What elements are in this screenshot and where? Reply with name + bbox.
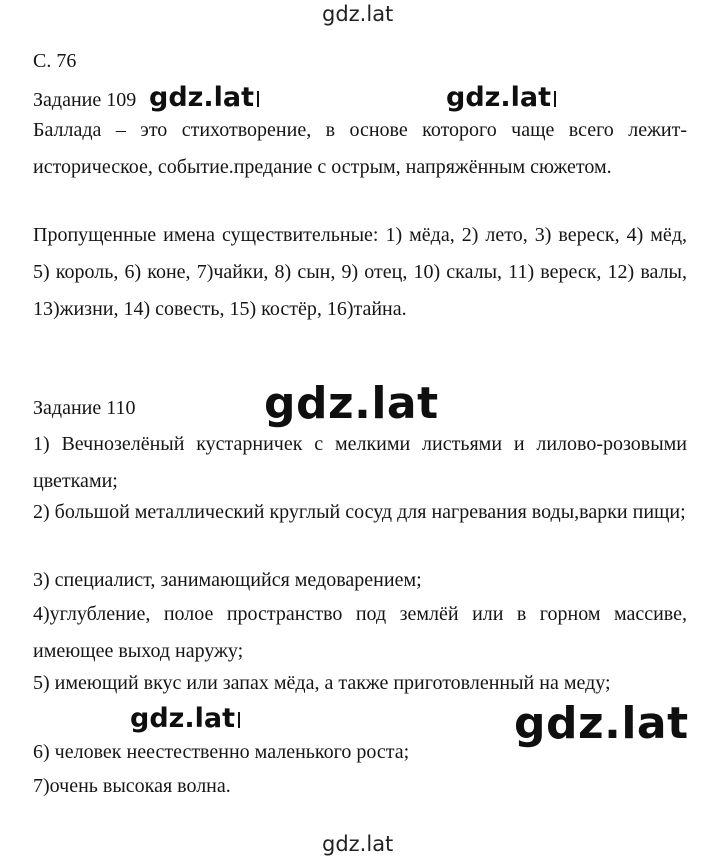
task-110-item-5: 5) имеющий вкус или запах мёда, а также приготовленный на меду; — [33, 672, 611, 694]
task-110-item-1: 1) Вечнозелёный кустарничек с мелкими листьями и лилово-розовыми цветками; — [33, 433, 687, 492]
task-109-heading: Задание 109 — [33, 89, 137, 111]
page-reference: С. 76 — [33, 50, 77, 72]
task-110-item-3: 3) специалист, занимающийся медоварением; — [33, 569, 422, 591]
task-109-answers: Пропущенные имена существительные: 1) мёда, 2) лето, 3) вереск, 4) мёд, 5) король, 6) коне, 7)чайки, 8) сын, 9) отец, 10) скалы, 11) вереск, 12) валы, 13)жизни, 14) совесть, 15) костёр, 16)тайна. — [33, 224, 687, 320]
task-110-heading: Задание 110 — [33, 397, 136, 419]
task-110-item-2: 2) большой металлический круглый сосуд для нагревания воды,варки пищи; — [33, 501, 686, 523]
task-109-definition: Баллада – это стихотворение, в основе которого чаще всего лежит-историческое, событие.предание с острым, напряжённым сюжетом. — [33, 119, 687, 178]
watermark-5: gdz.lat — [514, 698, 689, 749]
task-110-item-7: 7)очень высокая волна. — [33, 775, 231, 797]
watermark-3: gdz.lat — [264, 378, 439, 429]
watermark-4: gdz.lat — [130, 703, 240, 734]
task-110-item-6: 6) человек неестественно маленького роста; — [33, 741, 410, 763]
watermark-1: gdz.lat — [149, 82, 259, 113]
footer-watermark: gdz.lat — [322, 832, 394, 856]
watermark-2: gdz.lat — [446, 82, 556, 113]
header-watermark: gdz.lat — [322, 2, 394, 26]
task-110-item-4: 4)углубление, полое пространство под землёй или в горном массиве, имеющее выход наружу; — [33, 603, 687, 662]
